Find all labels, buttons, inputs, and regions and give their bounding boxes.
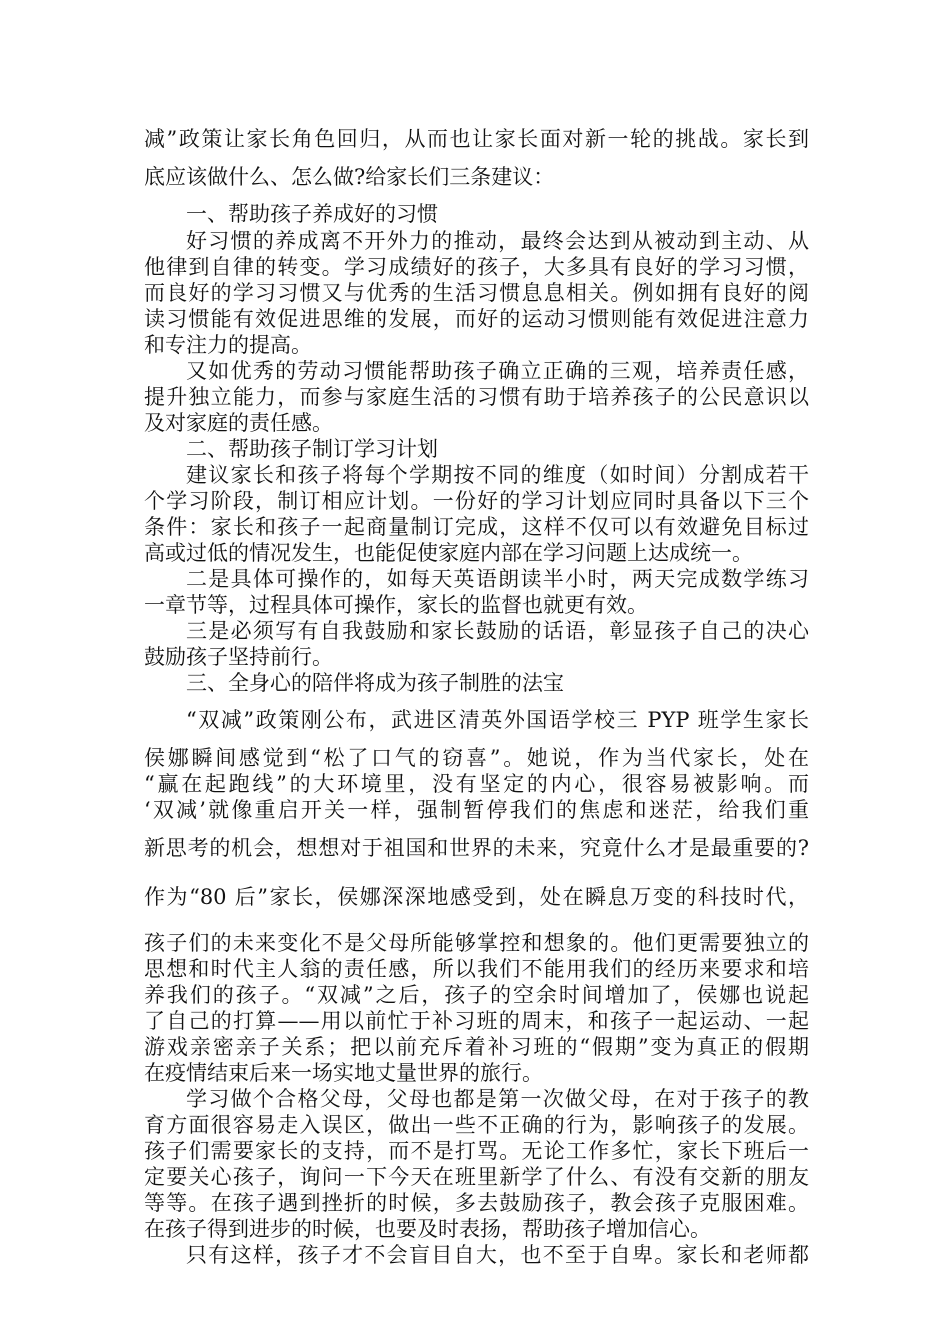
text-line: 读习惯能有效促进思维的发展，而好的运动习惯则能有效促进注意力 (144, 307, 809, 331)
text-line: 侯娜瞬间感觉到“松了口气的窃喜”。她说，作为当代家长，处在 (144, 746, 809, 770)
text-line: 在疫情结束后来一场实地丈量世界的旅行。 (144, 1061, 543, 1085)
text-line: 又如优秀的劳动习惯能帮助孩子确立正确的三观，培养责任感， (186, 359, 809, 383)
text-line: “赢在起跑线”的大环境里，没有坚定的内心，很容易被影响。而 (144, 772, 809, 796)
text-line: 条件：家长和孩子一起商量制订完成，这样不仅可以有效避免目标过 (144, 515, 809, 539)
text-line: 孩子们的未来变化不是父母所能够掌控和想象的。他们更需要独立的 (144, 931, 809, 955)
text-line: 提升独立能力，而参与家庭生活的习惯有助于培养孩子的公民意识以 (144, 385, 809, 409)
text-line: ‘双减’就像重启开关一样，强制暂停我们的焦虑和迷茫，给我们重 (144, 798, 809, 822)
text-line: 等等。在孩子遇到挫折的时候，多去鼓励孩子，教会孩子克服困难。 (144, 1191, 809, 1215)
text-line: 定要关心孩子，询问一下今天在班里新学了什么、有没有交新的朋友 (144, 1165, 809, 1189)
text-line: 新思考的机会，想想对于祖国和世界的未来，究竟什么才是最重要的? (144, 836, 809, 860)
text-line: “双减”政策刚公布，武进区清英外国语学校三 PYP 班学生家长 (186, 708, 809, 732)
text-line: 在孩子得到进步的时候，也要及时表扬，帮助孩子增加信心。 (144, 1217, 711, 1241)
text-line: 一章节等，过程具体可操作，家长的监督也就更有效。 (144, 593, 648, 617)
text-line: 只有这样，孩子才不会盲目自大，也不至于自卑。家长和老师都 (186, 1243, 809, 1267)
text-line: 他律到自律的转变。学习成绩好的孩子，大多具有良好的学习习惯， (144, 255, 809, 279)
text-line: 三是必须写有自我鼓励和家长鼓励的话语，彰显孩子自己的决心 (186, 619, 809, 643)
text-line: 学习做个合格父母，父母也都是第一次做父母，在对于孩子的教 (186, 1087, 809, 1111)
section-heading: 三、全身心的陪伴将成为孩子制胜的法宝 (186, 671, 564, 695)
text-line: 游戏亲密亲子关系；把以前充斥着补习班的“假期”变为真正的假期 (144, 1035, 809, 1059)
text-line: 作为“80 后”家长，侯娜深深地感受到，处在瞬息万变的科技时代， (144, 885, 809, 909)
text-line: 育方面很容易走入误区，做出一些不正确的行为，影响孩子的发展。 (144, 1113, 809, 1137)
text-line: 养我们的孩子。“双减”之后，孩子的空余时间增加了，侯娜也说起 (144, 983, 809, 1007)
text-line: 而良好的学习习惯又与优秀的生活习惯息息相关。例如拥有良好的阅 (144, 281, 809, 305)
text-line: 二是具体可操作的，如每天英语朗读半小时，两天完成数学练习 (186, 567, 809, 591)
text-line: 孩子们需要家长的支持，而不是打骂。无论工作多忙，家长下班后一 (144, 1139, 809, 1163)
text-line: 和专注力的提高。 (144, 333, 312, 357)
text-line: 了自己的打算——用以前忙于补习班的周末，和孩子一起运动、一起 (144, 1009, 809, 1033)
section-heading: 二、帮助孩子制订学习计划 (186, 437, 438, 461)
text-line: 建议家长和孩子将每个学期按不同的维度（如时间）分割成若干 (186, 463, 809, 487)
text-line: 好习惯的养成离不开外力的推动，最终会达到从被动到主动、从 (186, 229, 809, 253)
section-heading: 一、帮助孩子养成好的习惯 (186, 202, 438, 226)
text-line: 高或过低的情况发生，也能促使家庭内部在学习问题上达成统一。 (144, 541, 753, 565)
text-line: 鼓励孩子坚持前行。 (144, 645, 333, 669)
text-line: 个学习阶段，制订相应计划。一份好的学习计划应同时具备以下三个 (144, 489, 809, 513)
text-line: 及对家庭的责任感。 (144, 411, 333, 435)
text-line: 减”政策让家长角色回归，从而也让家长面对新一轮的挑战。家长到 (144, 127, 809, 151)
text-line: 底应该做什么、怎么做?给家长们三条建议： (144, 165, 555, 189)
text-line: 思想和时代主人翁的责任感，所以我们不能用我们的经历来要求和培 (144, 957, 809, 981)
